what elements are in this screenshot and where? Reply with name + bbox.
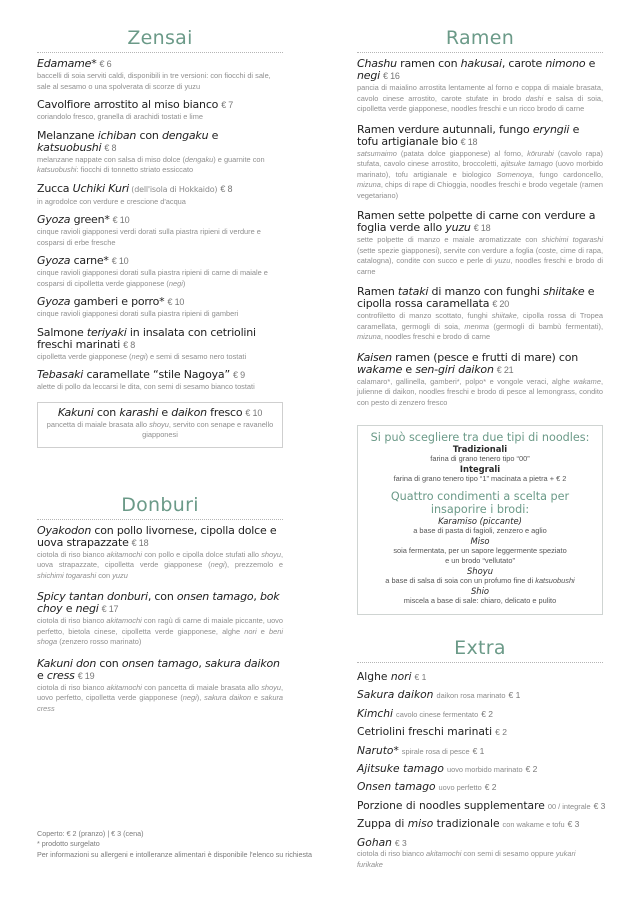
menu-item — [37, 255, 283, 289]
item-price: € 7 — [221, 100, 234, 110]
extra-item-price: € 2 — [481, 708, 494, 719]
item-title: Ramen verdure autunnali, fungo eryngii e tofu artigianale bio — [357, 122, 580, 148]
extra-item-name: Alghe nori — [357, 670, 412, 683]
extra-item-note: uovo perfetto — [438, 783, 482, 793]
extra-item-name: Gohan — [357, 835, 392, 849]
extra-item-note: con wakame e tofu — [502, 820, 565, 830]
extra-item-name: Onsen tamago — [357, 780, 436, 794]
item-name — [357, 352, 603, 376]
item-name — [37, 99, 283, 111]
item-description: cipolletta verde giapponese (negi) e semi di sesamo nero tostati — [37, 351, 247, 361]
extra-item-name: Naruto* — [357, 743, 399, 757]
gohan-description: ciotola di riso bianco akitamochi con semi di sesamo oppure yukari furikake — [357, 849, 576, 869]
item-description: ciotola di riso bianco akitamochi con ragù di carne di maiale piccante, uovo perfetto, bietola cinese, cipolletta verde giapponese, alghe nori e beni shoga (zenzero rosso marinato) — [37, 616, 283, 646]
featured-item-kakuni — [37, 402, 283, 448]
item-name — [37, 183, 283, 196]
extra-item — [357, 705, 603, 723]
condiment-name: Miso — [470, 536, 490, 546]
item-name — [37, 130, 283, 154]
item-name — [37, 296, 283, 308]
item-title: Chashu ramen con hakusai, carote nimono e negi — [357, 57, 596, 82]
footer-notes — [37, 829, 312, 860]
item-name — [357, 58, 603, 82]
item-price: € 20 — [492, 299, 510, 309]
item-price: € 19 — [77, 670, 95, 681]
extra-item-name: Kimchi — [357, 706, 394, 720]
item-price: € 10 — [112, 215, 130, 225]
allergen-note: Per informazioni su allergeni e intolleranze alimentari è disponibile l'elenco su richiesta — [37, 849, 313, 859]
extra-item — [357, 686, 603, 704]
extra-item-name: Sakura daikon — [357, 688, 434, 702]
item-name — [37, 591, 283, 615]
left-column — [37, 0, 283, 724]
extra-item-price: € 3 — [593, 800, 606, 811]
item-name — [37, 58, 283, 70]
section-title-extra: Extra — [357, 637, 603, 663]
menu-item — [37, 296, 283, 320]
condiment-desc: a base di salsa di soia con un profumo fine di katsuobushi — [385, 576, 575, 585]
item-price: € 18 — [131, 537, 149, 548]
item-price: € 18 — [460, 136, 478, 147]
item-title: Gyoza gamberi e porro* — [37, 295, 165, 308]
menu-item — [37, 183, 283, 208]
item-name — [37, 525, 283, 549]
noodle-type-name: Integrali — [459, 464, 501, 474]
extra-item — [357, 668, 603, 686]
condiment-name: Karamiso (piccante) — [438, 516, 522, 526]
menu-item — [44, 407, 276, 441]
menu-item — [357, 352, 603, 409]
noodle-type-name: Tradizionali — [452, 444, 508, 454]
item-price: € 8 — [104, 142, 117, 153]
frozen-note: * prodotto surgelato — [37, 839, 100, 849]
condiment-desc: a base di pasta di fagioli, zenzero e aglio — [413, 526, 547, 535]
item-name — [357, 286, 603, 310]
item-name — [37, 255, 283, 267]
item-name — [37, 327, 283, 351]
extra-item-price: € 2 — [525, 764, 538, 775]
item-title: Gyoza carne* — [37, 254, 109, 267]
item-price: € 9 — [232, 370, 245, 380]
item-name — [37, 369, 283, 381]
item-description: cinque ravioli giapponesi dorati sulla piastra ripieni di carne di maiale e cosparsi di cipolletta verde giapponese (negi) — [37, 268, 268, 288]
extra-item-name: Cetriolini freschi marinati — [357, 725, 493, 739]
item-price: € 10 — [245, 407, 263, 418]
noodles-box-title: Si può scegliere tra due tipi di noodles: — [370, 431, 590, 444]
extra-item-note: 00 / integrale — [547, 801, 591, 811]
extra-item — [357, 815, 603, 833]
extra-item-name: Zuppa di miso tradizionale — [357, 817, 500, 831]
extra-item-note: cavolo cinese fermentato — [396, 709, 479, 719]
menu-item — [37, 658, 283, 715]
item-description: satsumaimo (patata dolce giapponese) al forno, kōrurabi (cavolo rapa) stufata, cavolo cinese arrostito, broccoletti, ajitsuke tamago (uovo morbido marinato), tofu artigianale e biologico Somenoya, fungo cardoncello, mizuna, chips di rape di Chioggia, noodles freschi e brodo vegetale (ramen vegetariano) — [357, 148, 604, 200]
item-description: calamaro*, gallinella, gamberi*, polpo* e vongole veraci, alghe wakame, julienne di daikon, noodles freschi e brodo di pesce al lemongrass, condito con pesto di zenzero fresco — [357, 376, 603, 407]
extra-item-note: daikon rosa marinato — [436, 691, 506, 701]
extra-item-note: uovo morbido marinato — [446, 765, 523, 775]
zensai-list — [37, 58, 283, 393]
item-note: (dell'isola di Hokkaido) — [128, 184, 218, 194]
item-title: Ramen tataki di manzo con funghi shiitake e cipolla rossa caramellata — [357, 285, 595, 310]
extra-item-note: spirale rosa di pesce — [401, 746, 470, 756]
item-name — [357, 210, 603, 234]
item-title: Kaisen ramen (pesce e frutti di mare) con wakame e sen-giri daikon — [357, 350, 579, 376]
condiment-name: Shoyu — [466, 566, 493, 576]
extra-item-name: Ajitsuke tamago — [357, 762, 444, 776]
item-name — [44, 407, 276, 419]
item-title: Spicy tantan donburi, con onsen tamago, bok choy e negi — [37, 590, 280, 615]
noodle-types — [364, 444, 596, 484]
item-price: € 10 — [167, 297, 185, 307]
section-title-zensai: Zensai — [37, 27, 283, 53]
item-description: coriandolo fresco, granella di arachidi tostati e lime — [37, 112, 203, 121]
donburi-list — [37, 525, 283, 715]
item-price: € 8 — [220, 183, 233, 194]
menu-item — [37, 525, 283, 582]
extra-item-price: € 1 — [472, 745, 485, 756]
item-name — [357, 124, 603, 148]
item-price: € 17 — [101, 604, 119, 614]
item-title: Oyakodon con pollo livornese, cipolla dolce e uova strapazzate — [37, 523, 277, 549]
item-description: ciotola di riso bianco akitamochi con pollo e cipolla dolce stufati allo shoyu, uova strapazzate, cipolletta verde giapponese (negi), prezzemolo e shichimi togarashi con yuzu — [37, 549, 284, 580]
item-price: € 16 — [382, 71, 400, 81]
item-description: in agrodolce con verdure e crescione d'acqua — [37, 196, 186, 206]
menu-item — [37, 327, 283, 363]
extra-item-price: € 2 — [484, 782, 497, 793]
item-description: pancia di maialino arrostita lentamente al forno e coppa di maiale brasata, cavolo cinese arrostito, carote stufate in brodo dashi e salsa di soia, cipolletta verde giapponese, noodles freschi e un ricco brodo di carne — [357, 83, 604, 113]
menu-item — [357, 286, 603, 343]
menu-item — [357, 58, 603, 115]
condiment-desc: soia fermentata, per un sapore leggermente speziato e un brodo “vellutato” — [393, 546, 567, 565]
right-column — [357, 0, 606, 870]
item-description: controfiletto di manzo scottato, funghi shiitake, cipolla rossa di Tropea caramellata, germogli di soia, menma (germogli di bambù fermentati), mizuna, noodles freschi e brodo di carne — [357, 311, 603, 341]
item-description: baccelli di soia serviti caldi, disponibili in tre versioni: con fiocchi di sale, sale al sesamo o una spolverata di scorze di yuzu — [37, 71, 271, 91]
item-title: Kakuni don con onsen tamago, sakura daikon e cress — [37, 656, 280, 682]
menu-item — [37, 130, 283, 176]
condiment-desc: miscela a base di sale: chiaro, delicato e pulito — [403, 596, 557, 605]
item-title: Gyoza green* — [37, 213, 110, 226]
item-title: Cavolfiore arrostito al miso bianco — [37, 98, 219, 111]
item-title: Kakuni con karashi e daikon fresco — [57, 405, 243, 419]
menu-item — [37, 58, 283, 92]
menu-item — [357, 210, 603, 277]
extra-item-name: Porzione di noodles supplementare — [357, 798, 545, 812]
menu-item — [37, 214, 283, 248]
extra-item — [357, 742, 603, 760]
cover-charge: Coperto: € 2 (pranzo) | € 3 (cena) — [37, 829, 144, 838]
menu-item — [37, 591, 283, 648]
extra-item — [357, 723, 603, 741]
extra-item — [357, 760, 603, 778]
section-title-ramen: Ramen — [357, 27, 603, 53]
item-title: Salmone teriyaki in insalata con cetriolini freschi marinati — [37, 325, 256, 351]
item-description: sette polpette di manzo e maiale aromatizzate con shichimi togarashi (sette spezie giapponesi), servite con verdure a foglia (coste, cime di rapa, catalogna), condite con succo e perle di yuzu, noodles freschi e brodo di carne — [357, 235, 604, 276]
noodle-type-desc: farina di grano tenero tipo “00” — [430, 454, 530, 463]
extra-item-price: € 1 — [508, 690, 521, 701]
item-price: € 8 — [123, 339, 136, 350]
noodle-type-desc: farina di grano tenero tipo “1” macinata a pietra + € 2 — [393, 474, 567, 483]
extra-item-price: € 2 — [495, 727, 507, 738]
extra-item-price: € 3 — [394, 837, 407, 848]
menu-item — [37, 99, 283, 123]
ramen-list — [357, 58, 603, 408]
condiments-title: Quattro condimenti a scelta per insaporire i brodi: — [390, 490, 570, 516]
condiments-list — [364, 516, 596, 606]
item-description: alette di pollo da leccarsi le dita, con semi di sesamo bianco tostati — [37, 382, 255, 391]
extra-item — [357, 797, 606, 815]
item-price: € 21 — [496, 364, 514, 375]
extra-item-price: € 3 — [567, 819, 580, 830]
item-title: Melanzane ichiban con dengaku e katsuobushi — [37, 128, 219, 154]
item-description: melanzane nappate con salsa di miso dolce (dengaku) e guarnite con katsuobushi: fiocchi di tonnetto striato essiccato — [37, 154, 265, 174]
condiment-name: Shio — [470, 586, 490, 596]
item-description: cinque ravioli giapponesi verdi dorati sulla piastra ripieni di verdure e cosparsi di erbe fresche — [37, 227, 261, 247]
menu-item — [37, 369, 283, 393]
item-description: pancetta di maiale brasata allo shoyu, servito con senape e ravanello giapponesi — [46, 419, 274, 439]
item-price: € 10 — [111, 256, 129, 266]
item-title: Ramen sette polpette di carne con verdure a foglia verde allo yuzu — [357, 209, 596, 234]
item-title: Edamame* — [37, 57, 97, 70]
item-price: € 18 — [473, 223, 491, 233]
extra-item — [357, 778, 603, 796]
menu-item — [357, 124, 603, 202]
extra-item-price: € 1 — [414, 672, 427, 682]
noodles-options-box — [357, 425, 603, 615]
item-name — [37, 658, 283, 682]
item-title: Tebasaki caramellate “stile Nagoya” — [37, 368, 230, 381]
item-description: cinque ravioli giapponesi dorati sulla piastra ripieni di gamberi — [37, 309, 239, 318]
section-title-donburi: Donburi — [37, 494, 283, 520]
item-price: € 6 — [99, 59, 112, 69]
extra-list — [357, 668, 606, 870]
item-description: ciotola di riso bianco akitamochi con pancetta di maiale brasata allo shoyu, uovo perfetto, cipolletta verde giapponese (negi), sakura daikon e sakura cress — [37, 682, 284, 713]
item-name — [37, 214, 283, 226]
item-title: Zucca Uchiki Kuri — [37, 181, 129, 195]
